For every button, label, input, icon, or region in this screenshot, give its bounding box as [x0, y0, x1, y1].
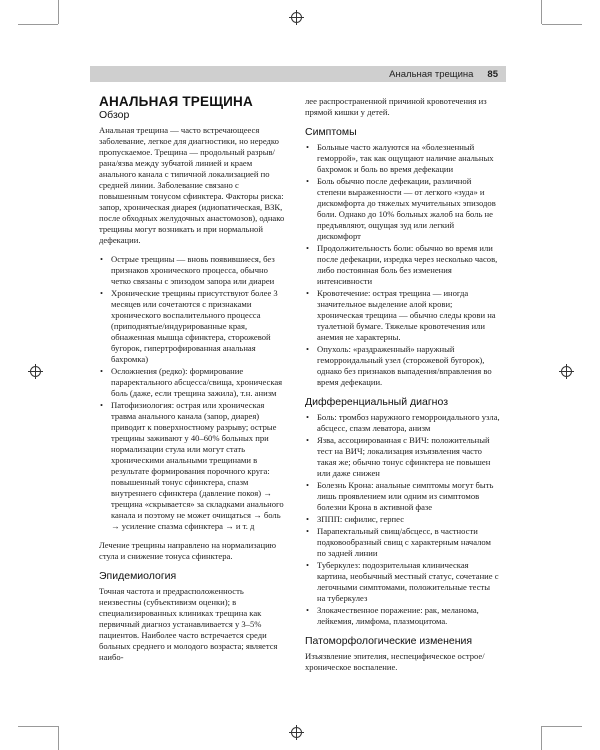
registration-mark-left — [30, 366, 41, 377]
treatment-paragraph: Лечение трещины направлено на нормализацию стула и снижение тонуса сфинктера. — [99, 540, 277, 561]
list-item: • Туберкулез: подозрительная клиническая картина, необычный местный статус, сочетание с легочными симптомами, положительные тесты на туберкулез — [305, 560, 500, 604]
differential-list — [305, 412, 500, 627]
list-item: • Продолжительность боли: обычно во время или после дефекации, изредка через несколько часов, либо постоянная боль без изменения интенсивности — [305, 243, 500, 287]
list-item: • Злокачественное поражение: рак, меланома, лейкемия, лимфома, плазмоцитома. — [305, 605, 500, 627]
running-header-title: Анальная трещина — [389, 68, 474, 80]
epidemiology-paragraph: Точная частота и предрасположенность неизвестны (субъективизм оценки); в специализированных клиниках трещина как первичный диагноз устанавливается у 3–5% пациентов. Наиболее часто встречается среди больных среднего и молодого возраста; является наибо- — [99, 586, 278, 662]
crop-mark — [58, 726, 59, 750]
pathomorphology-paragraph: Изъязвление эпителия, неспецифическое острое/хроническое воспаление. — [305, 651, 485, 672]
crop-mark — [542, 24, 582, 25]
list-item: • Боль: тромбоз наружного геморроидального узла, абсцесс, спазм леватора, анизм — [305, 412, 500, 434]
list-item: • Болезнь Крона: анальные симптомы могут быть лишь проявлением или одним из симптомов болезни Крона в активной фазе — [305, 480, 500, 513]
crop-mark — [541, 726, 542, 750]
symptoms-heading: Симптомы — [305, 126, 357, 138]
list-item: • Боль обычно после дефекации, различной степени выраженности — от легкого «зуда» и дискомфорта до тяжелых мучительных эпизодов боли. Однако до 10% больных жалоб на боль не предъявляют, ощущая зуд или легкий дискомфорт — [305, 176, 500, 242]
list-item: • ЗППП: сифилис, герпес — [305, 514, 500, 525]
list-item: • Патофизиология: острая или хроническая травма анального канала (запор, диарея) приводит к поверхностному разрыву; острые трещины заживают у 40–60% больных при нормализации стула или могут стать хроническими анальными трещинами в результате формирования порочного круга: повышенный тонус сфинктера, спазм внутреннего сфинктера (давление покоя) → трещина «скрывается» за складками анального канала и поэтому не может очищаться → боль → усиление спазма сфинктера → и т. д — [99, 400, 287, 532]
list-item: • Хронические трещины присутствуют более 3 месяцев или сочетаются с признаками хронического воспалительного процесса (приподнятые/индурированные края, обнаженная мышца сфинктера, сторожевой бугорок, гипертрофированная анальная бахромка) — [99, 288, 287, 365]
list-item: • Острые трещины — вновь появившиеся, без признаков хронического процесса, обычно четко связаны с эпизодом запора или диареи — [99, 254, 287, 287]
crop-mark — [542, 726, 582, 727]
list-item: • Парапектальный свищ/абсцесс, в частности подковообразный свищ с характерным началом по задней линии — [305, 526, 500, 559]
list-item: • Осложнения (редко): формирование параректального абсцесса/свища, хроническая боль (даже, если трещина зажила), т.н. анизм — [99, 366, 287, 399]
crop-mark — [18, 24, 58, 25]
registration-mark-right — [561, 366, 572, 377]
crop-mark — [541, 0, 542, 24]
left-column — [99, 96, 287, 671]
overview-bullet-list — [99, 254, 287, 532]
right-column — [305, 96, 500, 681]
crop-mark — [18, 726, 58, 727]
overview-paragraph: Анальная трещина — часто встречающееся заболевание, легкое для диагностики, но нередко пропускаемое. Трещина — продольный разрыв/рана/язва между зубчатой линией и краем анального канала с типичной локализацией по средней линии. Заболевание связано с повышенным тонусом сфинктера. Факторы риска: запор, хроническая диарея (идиопатическая, ВЗК, после обходных желудочных анастомозов), однако трещины могут возникать и при нормальной дефекации. — [99, 125, 285, 245]
symptoms-list — [305, 142, 500, 388]
article-title: АНАЛЬНАЯ ТРЕЩИНА — [99, 94, 253, 109]
page-number: 85 — [487, 68, 498, 80]
registration-mark-bottom — [291, 727, 302, 738]
running-header — [90, 66, 506, 82]
differential-heading: Дифференциальный диагноз — [305, 396, 449, 408]
registration-mark-top — [291, 12, 302, 23]
crop-mark — [58, 0, 59, 24]
list-item: • Больные часто жалуются на «болезненный геморрой», так как ощущают наличие анальных бахромок и боль во время дефекации — [305, 142, 500, 175]
overview-heading: Обзор — [99, 109, 130, 121]
list-item: • Язва, ассоциированная с ВИЧ: положительный тест на ВИЧ; локализация изъязвления часто такая же; обычно тонус сфинктера не повышен или даже снижен — [305, 435, 500, 479]
epidemiology-heading: Эпидемиология — [99, 570, 177, 582]
list-item: • Кровотечение: острая трещина — иногда значительное выделение алой крови; хроническая трещина — обычно следы крови на туалетной бумаге. Тяжелые кровотечения или анемия не характерны. — [305, 288, 500, 343]
list-item: • Опухоль: «раздраженный» наружный геморроидальный узел (сторожевой бугорок), однако без признаков выпадения/вправления во время дефекации. — [305, 344, 500, 388]
continuation-paragraph: лее распространенной причиной кровотечения из прямой кишки у детей. — [305, 96, 487, 117]
pathomorphology-heading: Патоморфологические изменения — [305, 635, 473, 647]
